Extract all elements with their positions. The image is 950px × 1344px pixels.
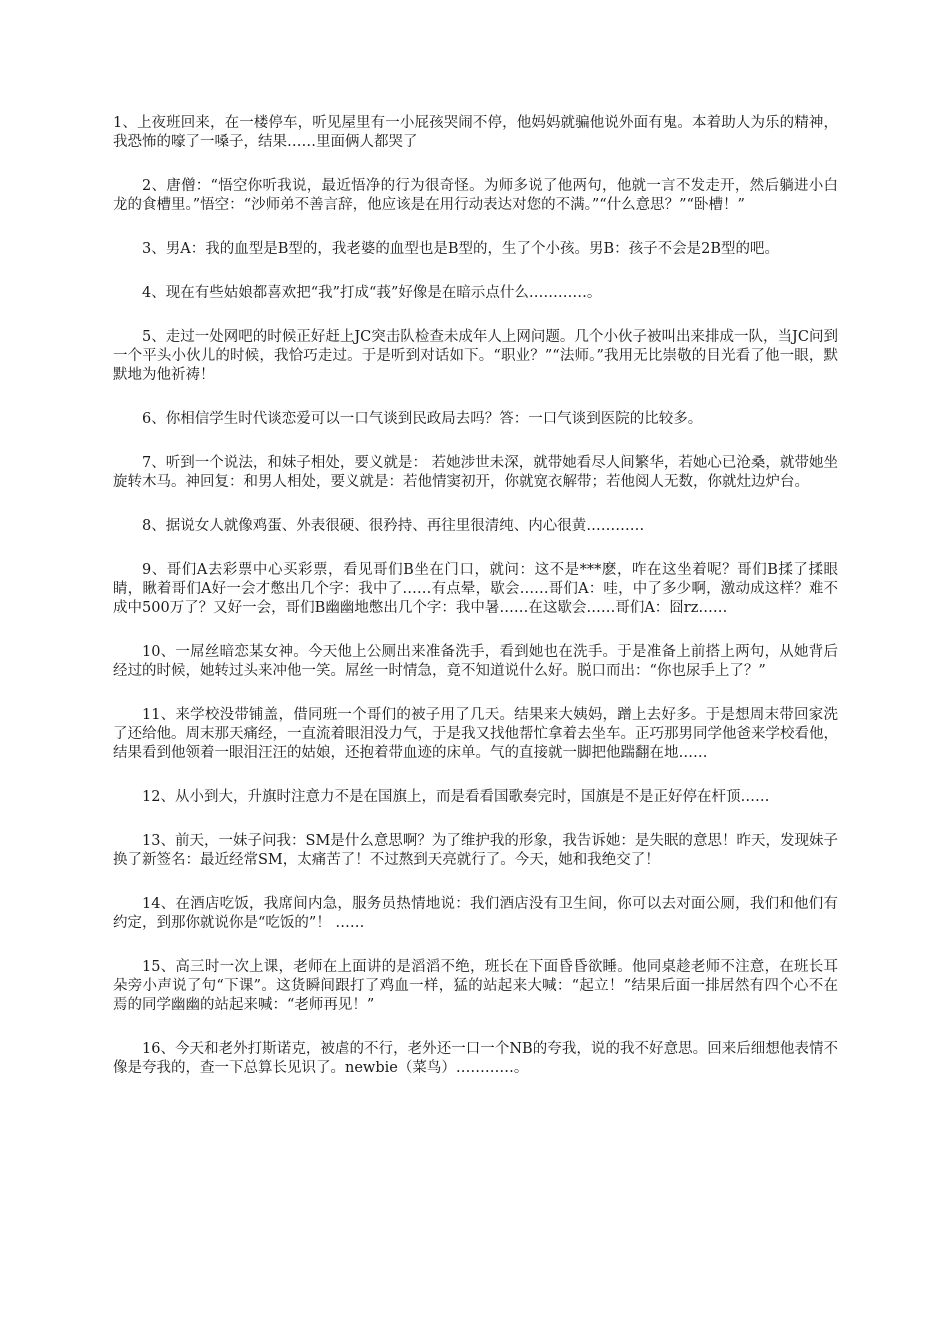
paragraph-3: 3、男A：我的血型是B型的，我老婆的血型也是B型的，生了个小孩。男B：孩子不会是2B型的吧。: [142, 241, 780, 257]
paragraph-11: 11、来学校没带铺盖，借同班一个哥们的被子用了几天。结果来大姨妈，蹭上去好多。于是想周末带回家洗了还给他。周末那天痛经，一直流着眼泪没力气，于是我又找他帮忙拿着去坐车。正巧那男同学他爸来学校看他，结果看到他领着一眼泪汪汪的姑娘，还抱着带血迹的床单。气的直接就一脚把他踹翻在地……: [113, 707, 838, 761]
paragraph-14: 14、在酒店吃饭，我席间内急，服务员热情地说：我们酒店没有卫生间，你可以去对面公厕，我们和他们有约定，到那你就说你是“吃饭的”！ ……: [113, 896, 838, 931]
paragraph-10: 10、一屌丝暗恋某女神。今天他上公厕出来准备洗手，看到她也在洗手。于是准备上前搭上两句，从她背后经过的时候，她转过头来冲他一笑。屌丝一时情急，竟不知道说什么好。脱口而出：“你也尿手上了？”: [113, 644, 838, 679]
paragraph-9: 9、哥们A去彩票中心买彩票，看见哥们B坐在门口，就问：这不是***麽，咋在这坐着呢？哥们B揉了揉眼睛，瞅着哥们A好一会才憋出几个字：我中了……有点晕，歇会……哥们A：哇，中了多少啊，激动成这样？难不成中500万了？又好一会，哥们B幽幽地憋出几个字：我中暑……在这歇会……哥们A：囧rz……: [113, 562, 838, 616]
paragraph-8: 8、据说女人就像鸡蛋、外表很硬、很矜持、再往里很清纯、内心很黄…………: [142, 518, 645, 534]
paragraph-12: 12、从小到大，升旗时注意力不是在国旗上，而是看看国歌奏完时，国旗是不是正好停在杆顶……: [142, 789, 770, 805]
paragraph-13: 13、前天，一妹子问我：SM是什么意思啊？为了维护我的形象，我告诉她：是失眠的意思！昨天，发现妹子换了新签名：最近经常SM，太痛苦了！不过熬到天亮就行了。今天，她和我绝交了！: [113, 833, 838, 868]
paragraph-16: 16、今天和老外打斯诺克，被虐的不行，老外还一口一个NB的夸我，说的我不好意思。回来后细想他表情不像是夸我的，查一下总算长见识了。newbie（菜鸟）…………。: [113, 1041, 838, 1076]
paragraph-1: 1、上夜班回来，在一楼停车，听见屋里有一小屁孩哭闹不停，他妈妈就骗他说外面有鬼。本着助人为乐的精神，我恐怖的嚎了一嗓子，结果……里面俩人都哭了: [113, 115, 838, 150]
document-body: [113, 114, 838, 1103]
paragraph-15: 15、高三时一次上课，老师在上面讲的是滔滔不绝，班长在下面昏昏欲睡。他同桌趁老师不注意，在班长耳朵旁小声说了句“下课”。这货瞬间跟打了鸡血一样，猛的站起来大喊：“起立！”结果后面一排居然有四个心不在焉的同学幽幽的站起来喊：“老师再见！”: [113, 959, 838, 1013]
paragraph-4: 4、现在有些姑娘都喜欢把“我”打成“莪”好像是在暗示点什么…………。: [142, 285, 602, 301]
paragraph-6: 6、你相信学生时代谈恋爱可以一口气谈到民政局去吗？答：一口气谈到医院的比较多。: [142, 411, 703, 427]
paragraph-7: 7、听到一个说法，和妹子相处，要义就是： 若她涉世未深，就带她看尽人间繁华，若她心已沧桑，就带她坐旋转木马。神回复：和男人相处，要义就是：若他情窦初开，你就宽衣解带；若他阅人无数，你就灶边炉台。: [113, 455, 838, 490]
paragraph-2: 2、唐僧：“悟空你听我说，最近悟净的行为很奇怪。为师多说了他两句，他就一言不发走开，然后躺进小白龙的食槽里。”悟空：“沙师弟不善言辞，他应该是在用行动表达对您的不满。”“什么意思？”“卧槽！”: [113, 178, 838, 213]
paragraph-5: 5、走过一处网吧的时候正好赶上JC突击队检查未成年人上网问题。几个小伙子被叫出来排成一队，当JC问到一个平头小伙儿的时候，我恰巧走过。于是听到对话如下。“职业？”“法师。”我用无比崇敬的目光看了他一眼，默默地为他祈祷！: [113, 329, 838, 383]
